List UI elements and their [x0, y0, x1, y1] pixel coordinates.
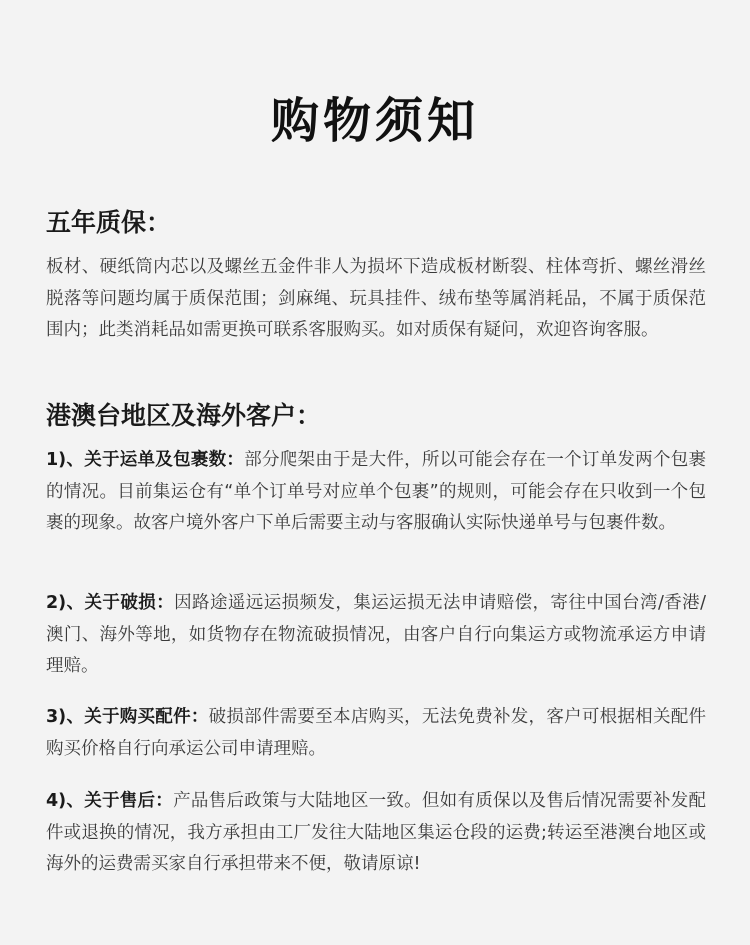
warranty-heading: 五年质保： — [46, 208, 172, 237]
item-label: 3)、关于购买配件： — [46, 707, 209, 727]
overseas-item-damage — [46, 588, 706, 683]
overseas-item-parts — [46, 702, 706, 765]
item-label: 1)、关于运单及包裹数： — [46, 450, 245, 470]
overseas-section — [46, 399, 706, 433]
overseas-heading: 港澳台地区及海外客户： — [46, 401, 322, 430]
item-text: 因路途遥远运损频发，集运运损无法申请赔偿，寄往中国台湾/香港/澳门、海外等地，如货物存在物流破损情况，由客户自行向集运方或物流承运方申请理赔。 — [46, 593, 706, 676]
overseas-item-aftersales — [46, 786, 706, 881]
item-label: 4)、关于售后： — [46, 791, 174, 811]
item-text: 部分爬架由于是大件，所以可能会存在一个订单发两个包裹的情况。目前集运仓有“单个订单号对应单个包裹”的规则，可能会存在只收到一个包裹的现象。故客户境外客户下单后需要主动与客服确认实际快递单号与包裹件数。 — [46, 450, 706, 533]
item-text: 破损部件需要至本店购买，无法免费补发，客户可根据相关配件购买价格自行向承运公司申请理赔。 — [46, 707, 706, 759]
item-text: 产品售后政策与大陆地区一致。但如有质保以及售后情况需要补发配件或退换的情况，我方承担由工厂发往大陆地区集运仓段的运费;转运至港澳台地区或海外的运费需买家自行承担带来不便，敬请原谅! — [46, 791, 706, 874]
warranty-section — [46, 206, 706, 347]
warranty-text: 板材、硬纸筒内芯以及螺丝五金件非人为损坏下造成板材断裂、柱体弯折、螺丝滑丝脱落等问题均属于质保范围；剑麻绳、玩具挂件、绒布垫等属消耗品，不属于质保范围内；此类消耗品如需更换可联系客服购买。如对质保有疑问，欢迎咨询客服。 — [46, 257, 706, 340]
page-title: 购物须知 — [270, 93, 479, 149]
item-label: 2)、关于破损： — [46, 593, 175, 613]
overseas-item-waybill — [46, 445, 706, 540]
